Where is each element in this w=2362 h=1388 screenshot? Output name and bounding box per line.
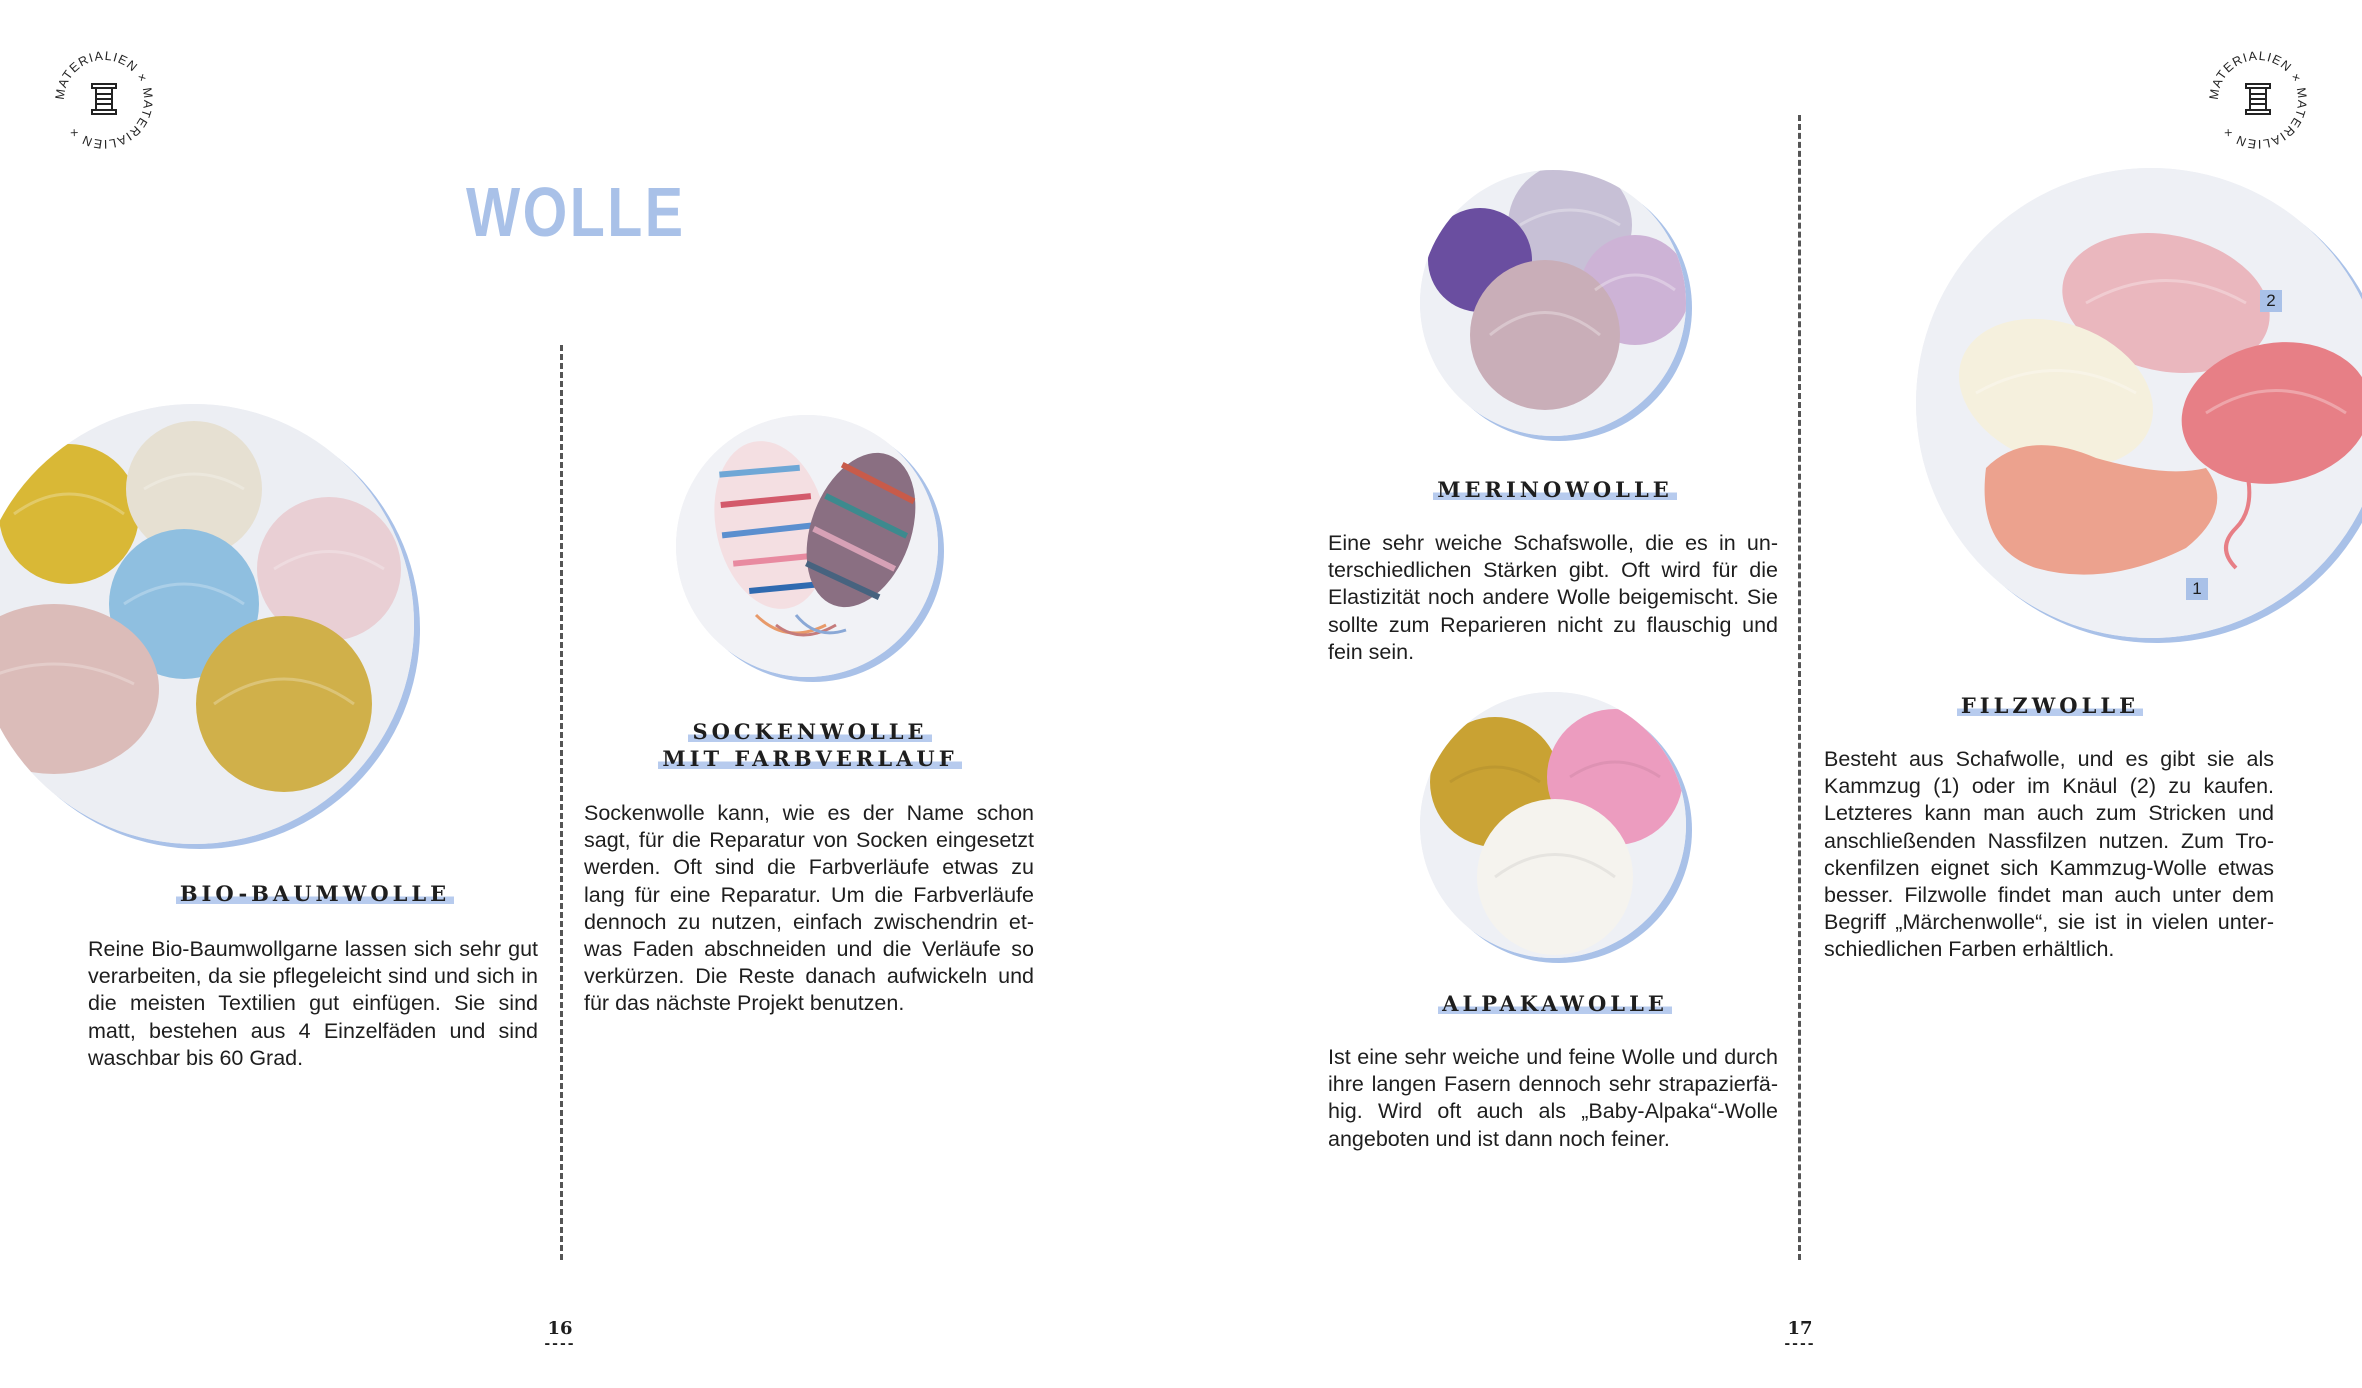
column-divider-left bbox=[560, 345, 563, 1260]
sockenwolle-text: Sockenwolle kann, wie es der Name schon sagt, für die Reparatur von Socken eingesetzt werden. Oft sind die Farbverläufe etwas zu lang für eine Reparatur. Um die Farbverläufe dennoch zu nutzen, einfach zwischendrin etwas Faden abschneiden und die Verläufe so verkürzen. Die Reste danach aufwickeln und für das nächste Projekt benutzen. bbox=[584, 801, 1034, 1016]
bio-baumwolle-text: Reine Bio-Baumwollgarne lassen sich sehr gut verarbeiten, da sie pflegeleicht sind und sich in die meisten Textilien gut einfügen. Sie sind matt, bestehen aus 4 Einzelfäden und sind waschbar bis 60 Grad. bbox=[88, 937, 538, 1070]
materialien-stamp-right bbox=[2204, 46, 2312, 154]
svg-text:MATERIALIEN × MATERIALIEN ×: MATERIALIEN × MATERIALIEN × bbox=[52, 48, 156, 152]
filzwolle-text: Besteht aus Schafwolle, und es gibt sie als Kammzug (1) oder im Knäul (2) zu kaufen. Letzteres kann man auch zum Stricken und anschließenden Nassfilzen nutzen. Zum Trockenfilzen eignet sich Kammzug-Wolle etwas besser. Filzwolle findet man auch unter dem Begriff „Märchenwolle“, sie ist in vielen unterschiedlichen Farben erhältlich. bbox=[1824, 747, 2274, 962]
filzwolle-badge-1: 1 bbox=[2186, 578, 2208, 600]
column-divider-right bbox=[1798, 115, 1801, 1260]
sockenwolle-photo bbox=[676, 415, 938, 677]
materialien-stamp-left bbox=[50, 46, 158, 154]
alpakawolle-photo bbox=[1420, 692, 1686, 958]
page-number-left: 16 ---- bbox=[544, 1318, 576, 1352]
filzwolle-badge-2: 2 bbox=[2260, 290, 2282, 312]
filzwolle-heading: FILZWOLLE bbox=[1880, 692, 2220, 719]
page-number-right: 17 ---- bbox=[1784, 1318, 1816, 1352]
merinowolle-text: Eine sehr weiche Schafswolle, die es in unterschiedlichen Stärken gibt. Oft wird für die Elastizität noch andere Wolle beigemischt. Sie sollte zum Reparieren nicht zu flauschig und fein sein. bbox=[1328, 531, 1778, 664]
sockenwolle-heading: SOCKENWOLLE MIT FARBVERLAUF bbox=[640, 718, 980, 772]
page-title: WOLLE bbox=[466, 173, 686, 251]
filzwolle-photo bbox=[1916, 168, 2362, 638]
spool-icon bbox=[2246, 84, 2270, 114]
merinowolle-photo bbox=[1420, 170, 1686, 436]
svg-text:MATERIALIEN × MATERIALIEN ×: MATERIALIEN × MATERIALIEN × bbox=[2206, 48, 2310, 152]
alpakawolle-heading: ALPAKAWOLLE bbox=[1380, 990, 1730, 1017]
bio-baumwolle-heading: BIO-BAUMWOLLE bbox=[150, 880, 480, 907]
bio-baumwolle-photo bbox=[0, 404, 414, 844]
spool-icon bbox=[92, 84, 116, 114]
merinowolle-heading: MERINOWOLLE bbox=[1380, 476, 1730, 503]
alpakawolle-text: Ist eine sehr weiche und feine Wolle und durch ihre langen Fasern dennoch sehr strapazierfähig. Wird oft auch als „Baby-Alpaka“-Wolle angeboten und ist dann noch feiner. bbox=[1328, 1045, 1778, 1151]
